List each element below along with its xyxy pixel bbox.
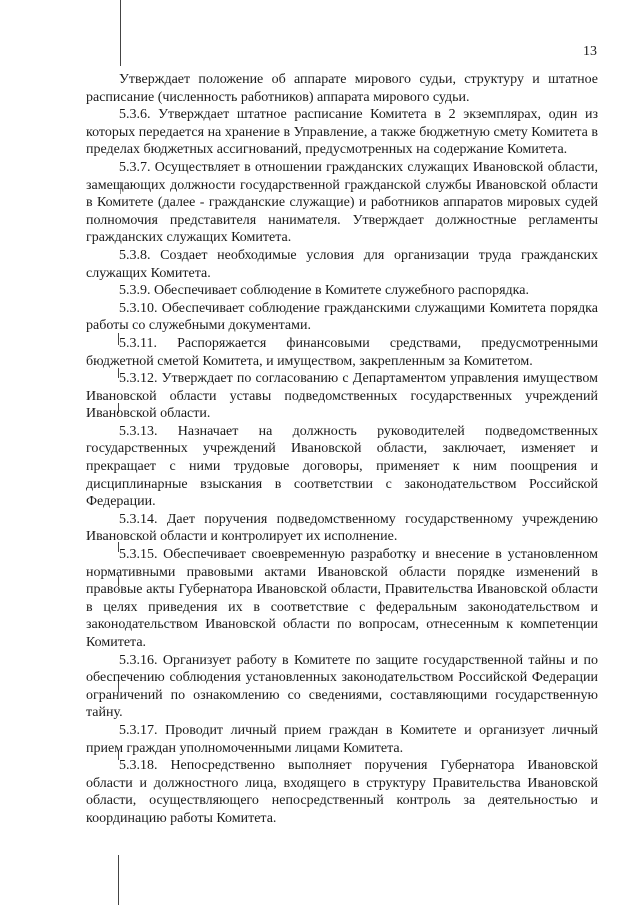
paragraph: 5.3.13. Назначает на должность руководителей подведомственных государственных учреждений Ивановской области, заключает, изменяет и прекращает с ними трудовые договоры, применяет к ним поощрения и дисциплинарные взыскания в соответствии с законодательством Российской Федерации. <box>86 423 598 510</box>
scan-mark-top <box>120 0 121 66</box>
paragraph: 5.3.6. Утверждает штатное расписание Комитета в 2 экземплярах, один из которых передается на хранение в Управление, а также бюджетную смету Комитета в пределах бюджетных ассигнований, предусмотренных на содержание Комитета. <box>86 107 598 158</box>
paragraph: 5.3.11. Распоряжается финансовыми средствами, предусмотренными бюджетной сметой Комитета, и имуществом, закрепленным за Комитетом. <box>86 335 598 369</box>
scan-mark-bottom <box>118 855 119 905</box>
page-number: 13 <box>583 44 597 59</box>
paragraph: 5.3.14. Дает поручения подведомственному государственному учреждению Ивановской области и контролирует их исполнение. <box>86 511 598 545</box>
paragraph: 5.3.15. Обеспечивает своевременную разработку и внесение в установленном нормативными правовыми актами Ивановской области порядке изменений в правовые акты Губернатора Ивановской области, Правительства Ивановской области в целях приведения их в соответствие с федеральным законодательством и законодательством Ивановской области по вопросам, отнесенным к компетенции Комитета. <box>86 547 598 650</box>
document-body <box>86 71 598 828</box>
paragraph: 5.3.12. Утверждает по согласованию с Департаментом управления имуществом Ивановской области уставы подведомственных государственных учреждений Ивановской области. <box>86 371 598 422</box>
paragraph: 5.3.16. Организует работу в Комитете по защите государственной тайны и по обеспечению соблюдения установленных законодательством Российской Федерации ограничений по ознакомлению со сведениями, составляющими государственную тайну. <box>86 652 598 721</box>
paragraph: 5.3.9. Обеспечивает соблюдение в Комитете служебного распорядка. <box>119 283 529 299</box>
paragraph: Утверждает положение об аппарате мирового судьи, структуру и штатное расписание (численность работников) аппарата мирового судьи. <box>86 72 598 105</box>
paragraph: 5.3.17. Проводит личный прием граждан в Комитете и организует личный прием граждан уполномоченными лицами Комитета. <box>86 722 598 756</box>
paragraph: 5.3.7. Осуществляет в отношении гражданских служащих Ивановской области, замещающих должности государственной гражданской службы Ивановской области в Комитете (далее - гражданские служащие) и работников аппаратов мировых судей полномочия представителя нанимателя. Утверждает должностные регламенты гражданских служащих Комитета. <box>86 159 598 246</box>
paragraph: 5.3.8. Создает необходимые условия для организации труда гражданских служащих Комитета. <box>86 247 598 281</box>
paragraph: 5.3.18. Непосредственно выполняет поручения Губернатора Ивановской области и должностного лица, входящего в структуру Правительства Ивановской области, осуществляющего непосредственный контроль за деятельностью и координацию работы Комитета. <box>86 758 598 826</box>
paragraph: 5.3.10. Обеспечивает соблюдение гражданскими служащими Комитета порядка работы со служебными документами. <box>86 300 598 334</box>
